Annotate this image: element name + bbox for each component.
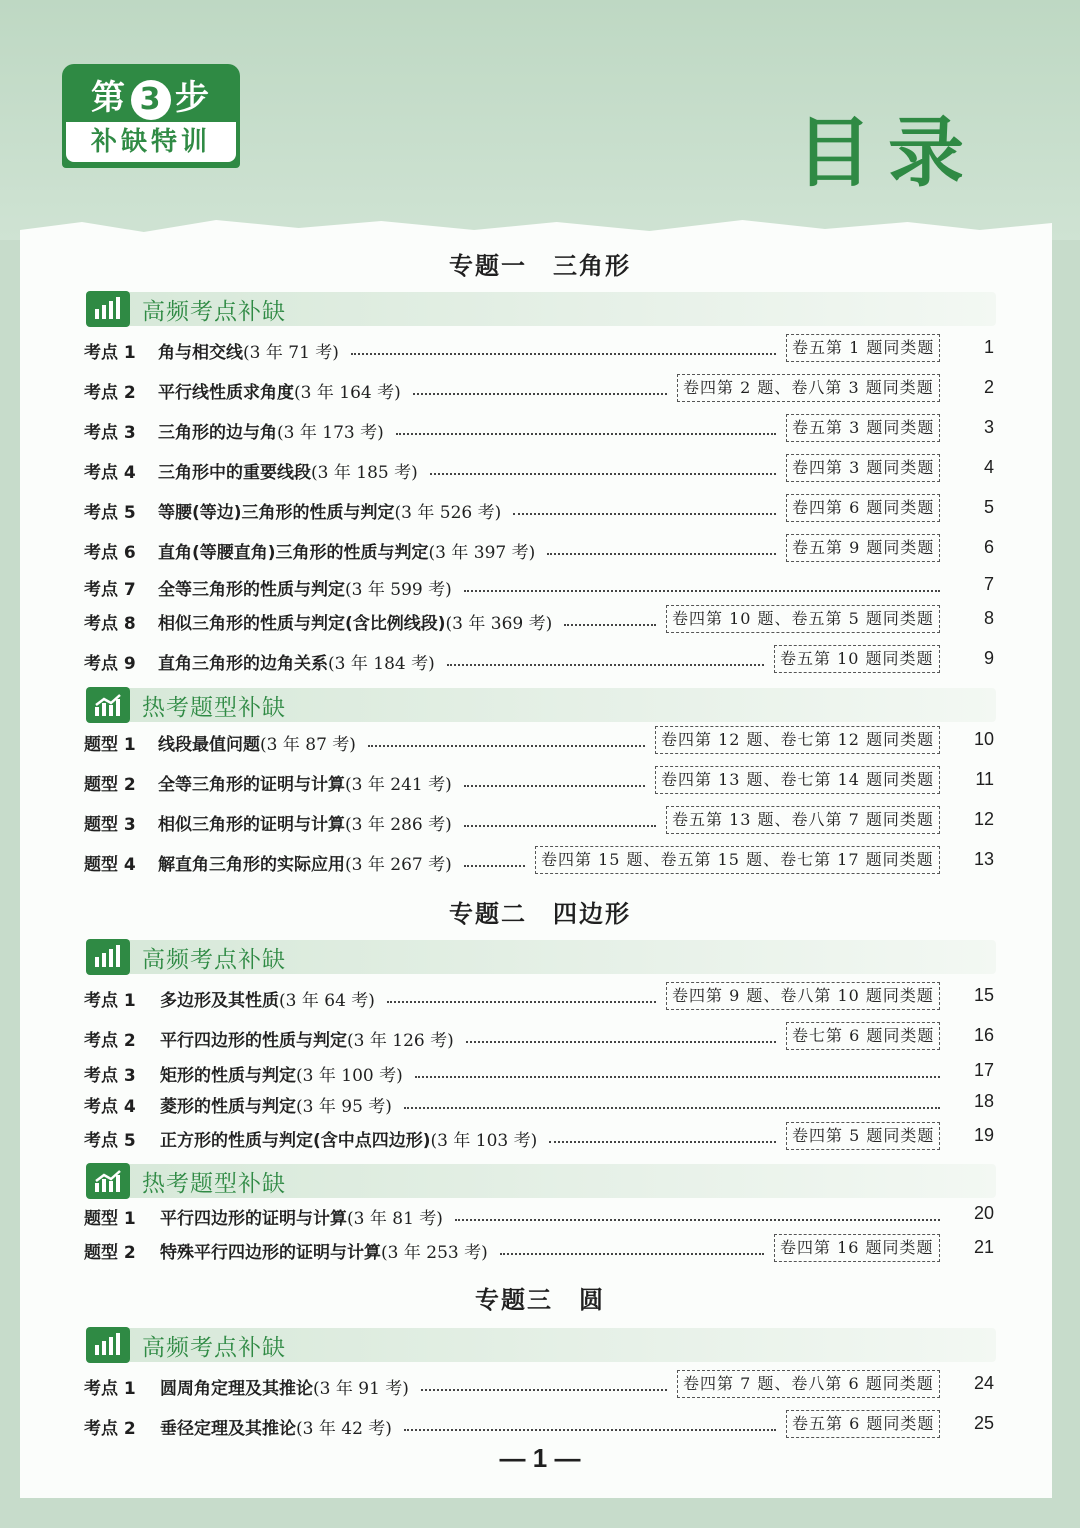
page-ref: 11 bbox=[975, 769, 994, 789]
entry-name-text: 相似三角形的证明与计算 bbox=[158, 815, 345, 835]
leader-dots bbox=[513, 513, 776, 515]
leader-dots bbox=[404, 1429, 776, 1431]
entry-name bbox=[160, 1126, 537, 1151]
bar-chart-icon bbox=[86, 1327, 130, 1363]
entry-label: 考点 1 bbox=[84, 343, 136, 363]
entry-label: 考点 8 bbox=[84, 614, 136, 634]
toc-entry[interactable] bbox=[84, 605, 1000, 637]
leader-dots bbox=[500, 1253, 764, 1255]
toc-entry[interactable] bbox=[84, 534, 1000, 566]
trend-chart-icon bbox=[86, 687, 130, 723]
leader-dots bbox=[421, 1389, 667, 1391]
entry-name bbox=[158, 770, 452, 795]
entry-stat: (3 年 397 考) bbox=[428, 543, 536, 563]
topic-title: 专题二 四边形 bbox=[449, 899, 631, 928]
entry-name bbox=[158, 730, 356, 755]
page-ref: 13 bbox=[973, 849, 994, 869]
step-logo bbox=[62, 64, 240, 168]
entry-label: 考点 2 bbox=[84, 383, 136, 403]
leader-dots bbox=[455, 1219, 940, 1221]
entry-stat: (3 年 173 考) bbox=[277, 423, 384, 443]
entry-stat: (3 年 185 考) bbox=[311, 463, 418, 483]
entry-name bbox=[160, 1026, 454, 1051]
similar-question-tag: 卷四第 2 题、卷八第 3 题同类题 bbox=[677, 374, 940, 402]
entry-name-text: 全等三角形的性质与判定 bbox=[158, 580, 345, 600]
entry-stat: (3 年 126 考) bbox=[347, 1031, 454, 1051]
entry-name bbox=[158, 609, 552, 634]
entry-stat: (3 年 81 考) bbox=[347, 1209, 443, 1229]
toc-entry[interactable] bbox=[84, 766, 1000, 798]
page-number: — 1 — bbox=[499, 1443, 581, 1473]
section-title: 高频考点补缺 bbox=[142, 299, 286, 325]
page-ref: 1 bbox=[983, 337, 994, 357]
page-ref: 5 bbox=[983, 497, 994, 517]
page-ref: 3 bbox=[983, 417, 994, 437]
page-ref: 17 bbox=[973, 1060, 994, 1080]
entry-name bbox=[158, 575, 452, 600]
entry-name bbox=[158, 538, 535, 563]
toc-entry[interactable] bbox=[84, 1234, 1000, 1266]
entry-label: 考点 7 bbox=[84, 580, 136, 600]
entry-stat: (3 年 241 考) bbox=[345, 775, 452, 795]
entry-label: 题型 1 bbox=[84, 1209, 136, 1229]
entry-name-text: 三角形中的重要线段 bbox=[158, 463, 311, 483]
toc-entry[interactable] bbox=[84, 454, 1000, 486]
page-ref: 15 bbox=[973, 985, 994, 1005]
step-label: 第 3 步 bbox=[91, 78, 211, 118]
topic-title: 专题一 三角形 bbox=[449, 251, 631, 280]
page-ref: 9 bbox=[983, 648, 994, 668]
entry-name bbox=[158, 498, 501, 523]
step-subtitle: 补缺特训 bbox=[66, 122, 236, 162]
entry-label: 考点 3 bbox=[84, 1066, 136, 1086]
leader-dots bbox=[549, 1141, 776, 1143]
entry-stat: (3 年 71 考) bbox=[243, 343, 339, 363]
leader-dots bbox=[368, 745, 645, 747]
similar-question-tag: 卷五第 13 题、卷八第 7 题同类题 bbox=[666, 806, 940, 834]
entry-stat: (3 年 164 考) bbox=[294, 383, 401, 403]
section-header bbox=[86, 688, 996, 722]
entry-stat: (3 年 267 考) bbox=[345, 855, 452, 875]
page-title: 目录 bbox=[796, 108, 980, 197]
leader-dots bbox=[464, 865, 525, 867]
page-ref: 18 bbox=[973, 1091, 994, 1111]
entry-stat: (3 年 95 考) bbox=[296, 1097, 392, 1117]
entry-stat: (3 年 42 考) bbox=[296, 1419, 392, 1439]
similar-question-tag: 卷四第 12 题、卷七第 12 题同类题 bbox=[655, 726, 940, 754]
entry-label: 题型 4 bbox=[84, 855, 136, 875]
toc-entry[interactable] bbox=[84, 1370, 1000, 1402]
toc-entry[interactable] bbox=[84, 806, 1000, 838]
entry-label: 题型 3 bbox=[84, 815, 136, 835]
entry-label: 考点 3 bbox=[84, 423, 136, 443]
entry-name-text: 直角(等腰直角)三角形的性质与判定 bbox=[158, 543, 429, 563]
entry-stat: (3 年 369 考) bbox=[445, 614, 553, 634]
entry-name-text: 矩形的性质与判定 bbox=[160, 1066, 296, 1086]
similar-question-tag: 卷四第 7 题、卷八第 6 题同类题 bbox=[677, 1370, 940, 1398]
similar-question-tag: 卷五第 9 题同类题 bbox=[786, 534, 940, 562]
entry-name bbox=[160, 1092, 392, 1117]
similar-question-tag: 卷四第 13 题、卷七第 14 题同类题 bbox=[655, 766, 940, 794]
leader-dots bbox=[464, 825, 656, 827]
toc-entry[interactable] bbox=[84, 494, 1000, 526]
similar-question-tag: 卷五第 1 题同类题 bbox=[786, 334, 940, 362]
leader-dots bbox=[464, 785, 645, 787]
page-ref: 20 bbox=[973, 1203, 994, 1223]
entry-name bbox=[158, 458, 418, 483]
page-ref: 10 bbox=[973, 729, 994, 749]
entry-name-text: 角与相交线 bbox=[158, 343, 243, 363]
entry-name bbox=[158, 649, 435, 674]
entry-name bbox=[158, 810, 452, 835]
entry-label: 考点 6 bbox=[84, 543, 136, 563]
entry-label: 考点 9 bbox=[84, 654, 136, 674]
entry-name bbox=[160, 986, 375, 1011]
similar-question-tag: 卷四第 6 题同类题 bbox=[786, 494, 940, 522]
bar-chart-icon bbox=[86, 939, 130, 975]
leader-dots bbox=[464, 590, 940, 592]
similar-question-tag: 卷五第 10 题同类题 bbox=[774, 645, 940, 673]
entry-stat: (3 年 253 考) bbox=[381, 1243, 488, 1263]
section-title: 热考题型补缺 bbox=[142, 1171, 286, 1197]
entry-label: 考点 2 bbox=[84, 1419, 136, 1439]
entry-name-text: 相似三角形的性质与判定(含比例线段) bbox=[158, 614, 446, 634]
page-ref: 21 bbox=[973, 1237, 994, 1257]
toc-entry[interactable] bbox=[84, 1057, 1000, 1089]
entry-name-text: 线段最值问题 bbox=[158, 735, 260, 755]
page-ref: 24 bbox=[973, 1373, 994, 1393]
similar-question-tag: 卷四第 9 题、卷八第 10 题同类题 bbox=[666, 982, 940, 1010]
entry-name bbox=[160, 1414, 392, 1439]
entry-name-text: 直角三角形的边角关系 bbox=[158, 654, 328, 674]
section-header bbox=[86, 1164, 996, 1198]
entry-name-text: 圆周角定理及其推论 bbox=[160, 1379, 313, 1399]
entry-label: 考点 5 bbox=[84, 1131, 136, 1151]
section-title: 高频考点补缺 bbox=[142, 947, 286, 973]
similar-question-tag: 卷四第 3 题同类题 bbox=[786, 454, 940, 482]
entry-name-text: 特殊平行四边形的证明与计算 bbox=[160, 1243, 381, 1263]
leader-dots bbox=[447, 664, 764, 666]
similar-question-tag: 卷七第 6 题同类题 bbox=[786, 1022, 940, 1050]
leader-dots bbox=[351, 353, 776, 355]
toc-entry[interactable] bbox=[84, 982, 1000, 1014]
entry-stat: (3 年 87 考) bbox=[260, 735, 356, 755]
leader-dots bbox=[564, 624, 656, 626]
toc-entry[interactable] bbox=[84, 1200, 1000, 1232]
entry-stat: (3 年 526 考) bbox=[394, 503, 502, 523]
toc-entry[interactable] bbox=[84, 1022, 1000, 1054]
similar-question-tag: 卷四第 10 题、卷五第 5 题同类题 bbox=[666, 605, 940, 633]
entry-name-text: 正方形的性质与判定(含中点四边形) bbox=[160, 1131, 431, 1151]
trend-chart-icon bbox=[86, 1163, 130, 1199]
entry-label: 考点 4 bbox=[84, 1097, 136, 1117]
entry-name-text: 全等三角形的证明与计算 bbox=[158, 775, 345, 795]
toc-entry[interactable] bbox=[84, 846, 1000, 878]
leader-dots bbox=[404, 1107, 940, 1109]
leader-dots bbox=[466, 1041, 776, 1043]
toc-entry[interactable] bbox=[84, 414, 1000, 446]
page-ref: 2 bbox=[983, 377, 994, 397]
entry-name-text: 多边形及其性质 bbox=[160, 991, 279, 1011]
similar-question-tag: 卷五第 6 题同类题 bbox=[786, 1410, 940, 1438]
similar-question-tag: 卷五第 3 题同类题 bbox=[786, 414, 940, 442]
page-ref: 4 bbox=[983, 457, 994, 477]
page-ref: 8 bbox=[983, 608, 994, 628]
similar-question-tag: 卷四第 15 题、卷五第 15 题、卷七第 17 题同类题 bbox=[535, 846, 940, 874]
topic-title: 专题三 圆 bbox=[475, 1285, 605, 1314]
entry-name bbox=[160, 1204, 443, 1229]
toc-entry[interactable] bbox=[84, 1088, 1000, 1120]
entry-stat: (3 年 599 考) bbox=[345, 580, 452, 600]
toc-entry[interactable] bbox=[84, 1410, 1000, 1442]
section-header bbox=[86, 292, 996, 326]
entry-label: 考点 1 bbox=[84, 991, 136, 1011]
entry-label: 考点 1 bbox=[84, 1379, 136, 1399]
section-title: 热考题型补缺 bbox=[142, 695, 286, 721]
section-title: 高频考点补缺 bbox=[142, 1335, 286, 1361]
leader-dots bbox=[547, 553, 776, 555]
leader-dots bbox=[415, 1076, 940, 1078]
entry-stat: (3 年 100 考) bbox=[296, 1066, 403, 1086]
entry-name bbox=[158, 850, 452, 875]
leader-dots bbox=[430, 473, 776, 475]
page-ref: 16 bbox=[973, 1025, 994, 1045]
entry-name bbox=[158, 378, 401, 403]
entry-name-text: 解直角三角形的实际应用 bbox=[158, 855, 345, 875]
entry-label: 题型 2 bbox=[84, 1243, 136, 1263]
entry-name-text: 菱形的性质与判定 bbox=[160, 1097, 296, 1117]
section-header bbox=[86, 1328, 996, 1362]
bar-chart-icon bbox=[86, 291, 130, 327]
similar-question-tag: 卷四第 5 题同类题 bbox=[786, 1122, 940, 1150]
toc-entry[interactable] bbox=[84, 726, 1000, 758]
entry-name-text: 三角形的边与角 bbox=[158, 423, 277, 443]
entry-name bbox=[160, 1238, 488, 1263]
toc-entry[interactable] bbox=[84, 334, 1000, 366]
entry-stat: (3 年 91 考) bbox=[313, 1379, 409, 1399]
entry-label: 题型 1 bbox=[84, 735, 136, 755]
leader-dots bbox=[396, 433, 776, 435]
entry-name-text: 平行四边形的证明与计算 bbox=[160, 1209, 347, 1229]
toc-entry[interactable] bbox=[84, 571, 1000, 603]
page-ref: 19 bbox=[973, 1125, 994, 1145]
toc-entry[interactable] bbox=[84, 1122, 1000, 1154]
entry-label: 考点 4 bbox=[84, 463, 136, 483]
entry-label: 考点 2 bbox=[84, 1031, 136, 1051]
leader-dots bbox=[413, 393, 667, 395]
entry-name bbox=[158, 338, 339, 363]
entry-name-text: 平行四边形的性质与判定 bbox=[160, 1031, 347, 1051]
entry-stat: (3 年 184 考) bbox=[328, 654, 435, 674]
toc-entry[interactable] bbox=[84, 374, 1000, 406]
entry-name bbox=[160, 1374, 409, 1399]
step-number-badge: 3 bbox=[131, 80, 171, 120]
entry-name-text: 垂径定理及其推论 bbox=[160, 1419, 296, 1439]
entry-name-text: 等腰(等边)三角形的性质与判定 bbox=[158, 503, 395, 523]
page-ref: 25 bbox=[973, 1413, 994, 1433]
entry-label: 考点 5 bbox=[84, 503, 136, 523]
entry-stat: (3 年 286 考) bbox=[345, 815, 452, 835]
entry-stat: (3 年 103 考) bbox=[430, 1131, 538, 1151]
entry-label: 题型 2 bbox=[84, 775, 136, 795]
entry-stat: (3 年 64 考) bbox=[279, 991, 375, 1011]
entry-name bbox=[158, 418, 384, 443]
similar-question-tag: 卷四第 16 题同类题 bbox=[774, 1234, 940, 1262]
page-ref: 6 bbox=[983, 537, 994, 557]
entry-name bbox=[160, 1061, 403, 1086]
leader-dots bbox=[387, 1001, 656, 1003]
page-ref: 12 bbox=[973, 809, 994, 829]
entry-name-text: 平行线性质求角度 bbox=[158, 383, 294, 403]
page-ref: 7 bbox=[983, 574, 994, 594]
section-header bbox=[86, 940, 996, 974]
toc-entry[interactable] bbox=[84, 645, 1000, 677]
